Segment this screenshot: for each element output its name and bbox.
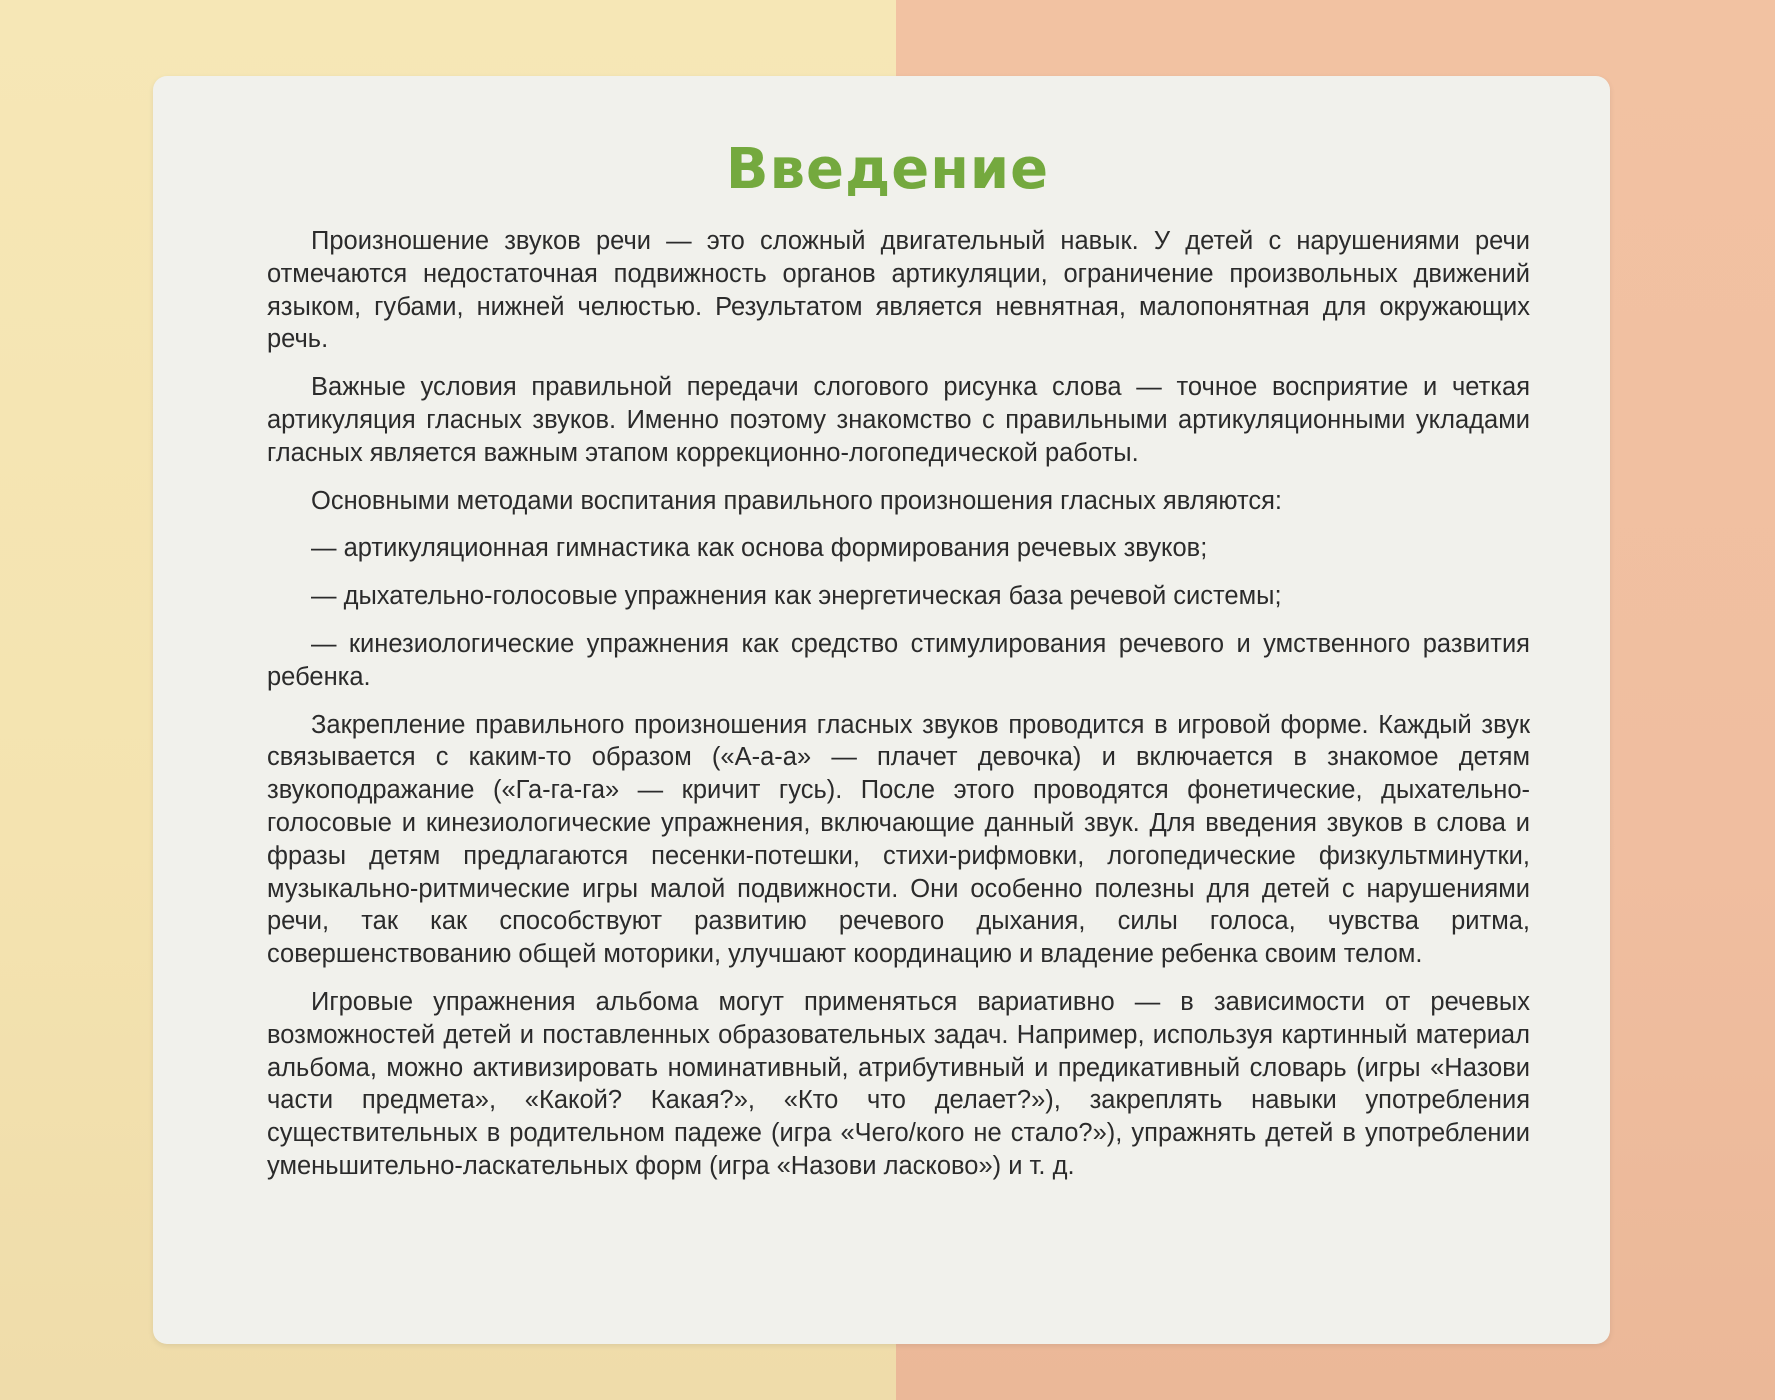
list-item-2: — дыхательно-голосовые упражнения как энергетическая база речевой системы;	[311, 582, 1282, 611]
paragraph-5: Игровые упражнения альбома могут применяться вариативно — в зависимости от речевых возможностей детей и поставленных образовательных задач. Например, используя картинный материал альбома, можно активизировать номинативный, атрибутивный и предикативный словарь (игры «Назови части предмета», «Какой? Какая?», «Кто что делает?»), закреплять навыки употребления существительных в родительном падеже (игра «Чего/кого не стало?»), упражнять детей в употреблении уменьшительно-ласкательных форм (игра «Назови ласково») и т. д.	[267, 987, 1530, 1180]
body-text	[267, 225, 1530, 1183]
paragraph-1: Произношение звуков речи — это сложный двигательный навык. У детей с нарушениями речи отмечаются недостаточная подвижность органов артикуляции, ограничение произвольных движений языком, губами, нижней челюстью. Результатом является невнятная, малопонятная для окружающих речь.	[267, 227, 1530, 354]
list-item-1: — артикуляционная гимнастика как основа формирования речевых звуков;	[311, 534, 1208, 563]
list-item-3: — кинезиологические упражнения как средство стимулирования речевого и умственного развития ребенка.	[267, 629, 1530, 691]
page-title: Введение	[725, 137, 1050, 202]
paragraph-2: Важные условия правильной передачи слогового рисунка слова — точное восприятие и четкая артикуляция гласных звуков. Именно поэтому знакомство с правильными артикуляционными укладами гласных является важным этапом коррекционно-логопедической работы.	[267, 373, 1530, 467]
paragraph-3: Основными методами воспитания правильного произношения гласных являются:	[311, 486, 1282, 515]
paragraph-4: Закрепление правильного произношения гласных звуков проводится в игровой форме. Каждый звук связывается с каким-то образом («А-а-а» — плачет девочка) и включается в знакомое детям звукоподражание («Га-га-га» — кричит гусь). После этого проводятся фонетические, дыхательно-голосовые и кинезиологические упражнения, включающие данный звук. Для введения звуков в слова и фразы детям предлагаются песенки-потешки, стихи-рифмовки, логопедические физкультминутки, музыкально-ритмические игры малой подвижности. Они особенно полезны для детей с нарушениями речи, так как способствуют развитию речевого дыхания, силы голоса, чувства ритма, совершенствованию общей моторики, улучшают координацию и владение ребенка своим телом.	[267, 710, 1530, 969]
